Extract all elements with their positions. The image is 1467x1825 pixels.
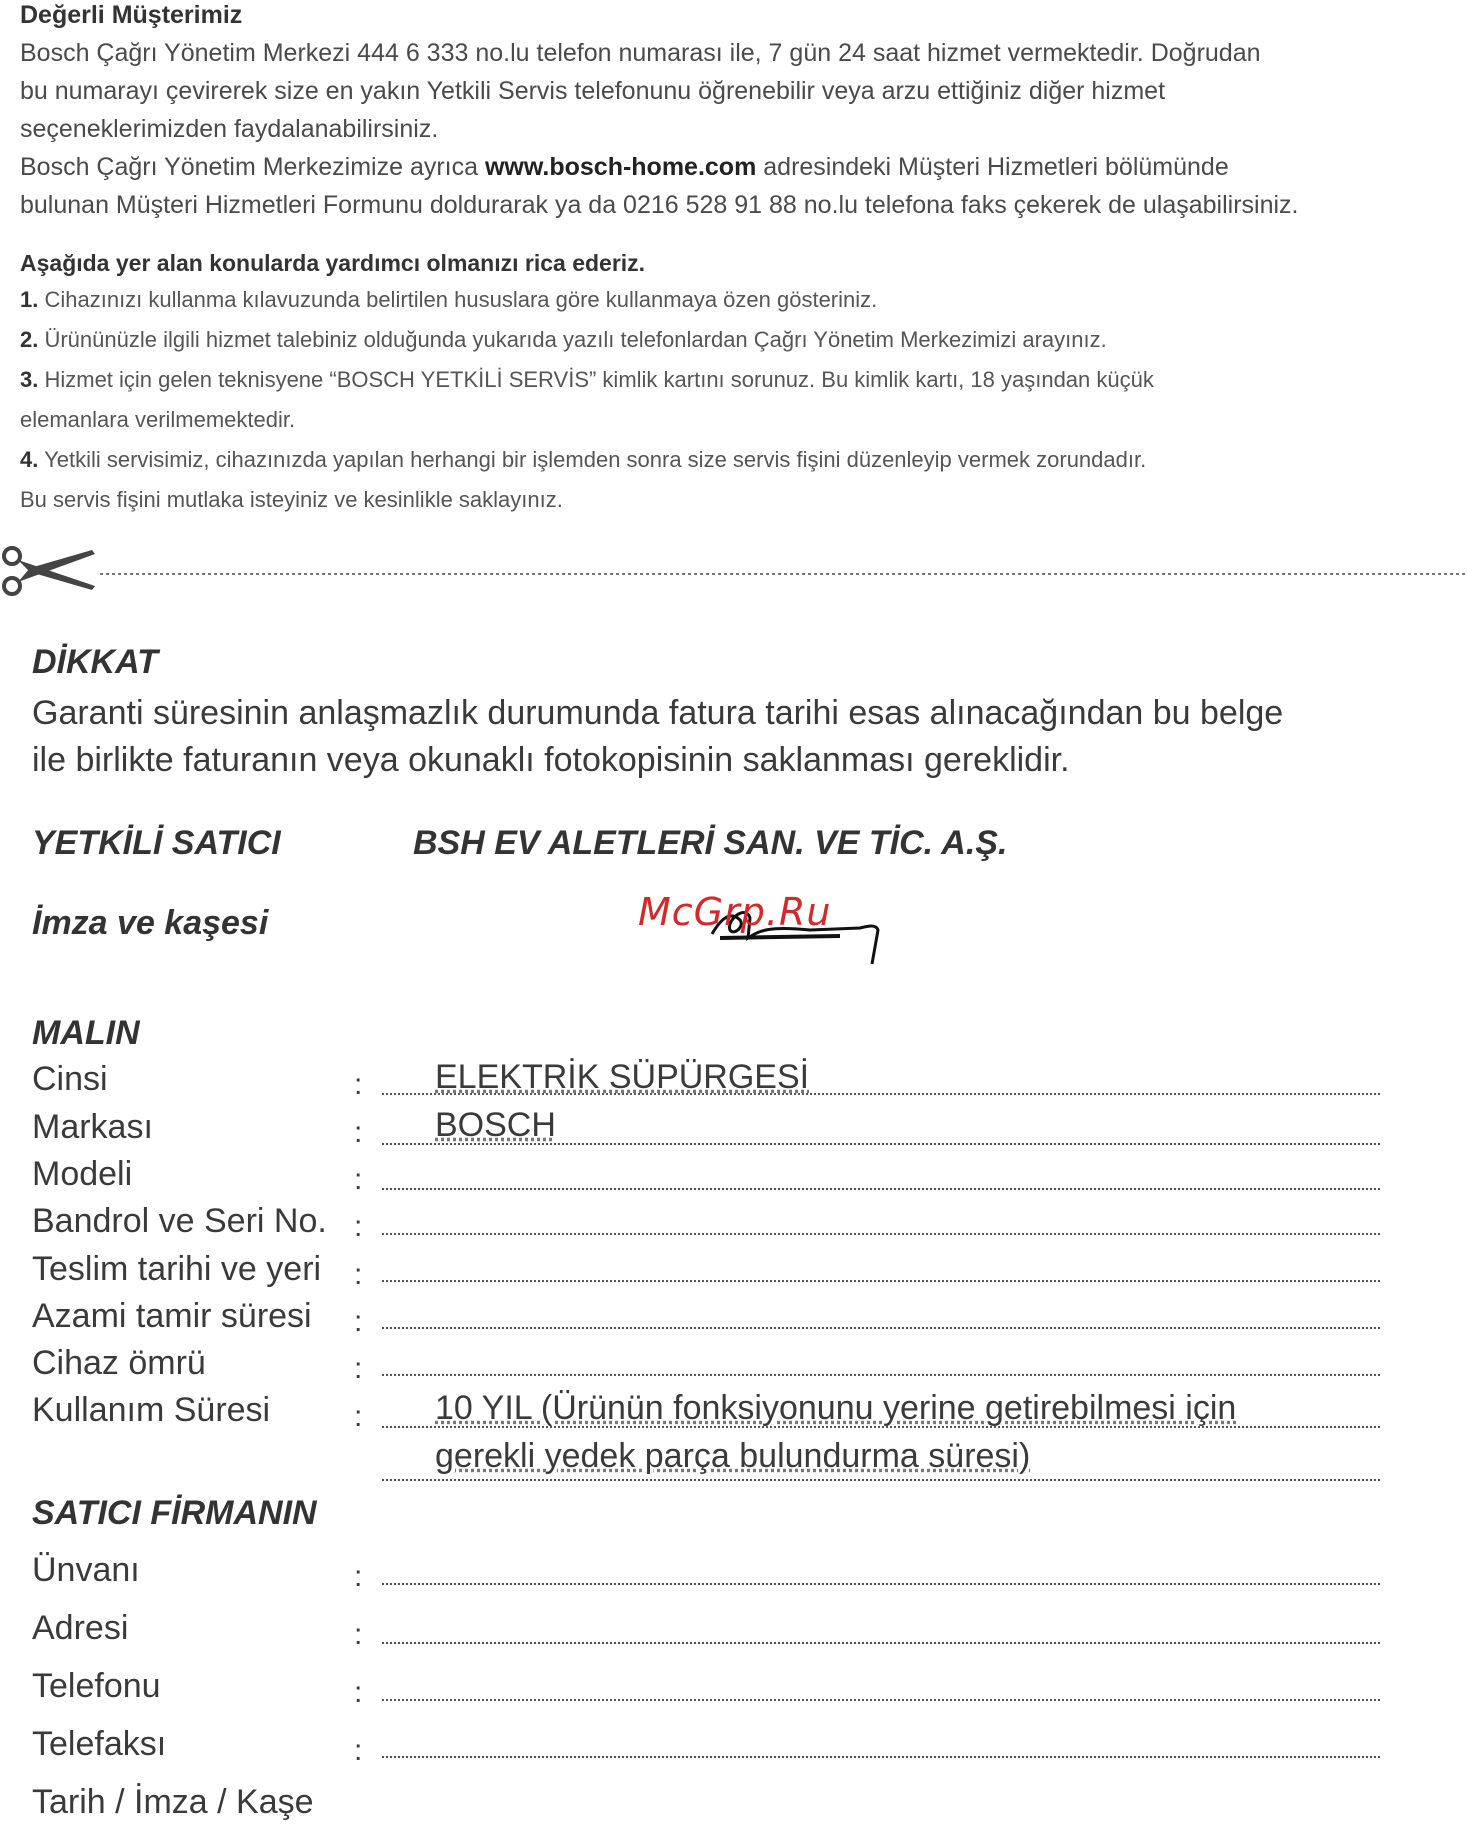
field-colon: : [354, 1068, 363, 1101]
field-label-kullanim: Kullanım Süresi [32, 1391, 271, 1429]
field-colon: : [354, 1618, 363, 1651]
field-label-teslim: Teslim tarihi ve yeri [32, 1250, 322, 1288]
list-item: 2. Ürününüzle ilgili hizmet talebiniz olduğunda yukarıda yazılı telefonlardan Çağrı Yönetim Merkezimizi arayınız. [20, 327, 1107, 352]
field-colon: : [354, 1163, 363, 1196]
website-link[interactable]: www.bosch-home.com [484, 153, 757, 181]
list-item-continuation: elemanlara verilmemektedir. [20, 407, 296, 432]
field-line-modeli[interactable] [382, 1188, 1380, 1190]
notice-line-2: ile birlikte faturanın veya okunaklı fotokopisinin saklanması gereklidir. [32, 741, 1070, 779]
customer-paragraph-2: Bosch Çağrı Yönetim Merkezimize ayrıca www.bosch-home.com adresindeki Müşteri Hizmetleri bölümünde bulunan Müşteri Hizmetleri Formunu doldurarak ya da 0216 528 91 88 no.lu telefona faks çekerek de ulaşabilirsiniz. [20, 153, 1299, 219]
firm-line-telefonu[interactable] [382, 1699, 1380, 1701]
field-line-kullanim-2[interactable] [382, 1479, 1380, 1481]
customer-paragraph-1: Bosch Çağrı Yönetim Merkezi 444 6 333 no.lu telefon numarası ile, 7 gün 24 saat hizmet vermektedir. Doğrudan bu numarayı çevirerek size en yakın Yetkili Servis telefonunu öğrenebilir veya arzu ettiğiniz diğer hizmet seçeneklerimizden faydalanabilirsiniz. [20, 39, 1261, 143]
list-item: 1. Cihazınızı kullanma kılavuzunda belirtilen hususlara göre kullanmaya özen gösteriniz. [20, 287, 878, 312]
seller-label: YETKİLİ SATICI [32, 824, 281, 862]
field-colon: : [354, 1560, 363, 1593]
field-label-markasi: Markası [32, 1108, 153, 1146]
seller-value: BSH EV ALETLERİ SAN. VE TİC. A.Ş. [413, 824, 1008, 862]
field-label-omru: Cihaz ömrü [32, 1344, 206, 1382]
notice-heading: DİKKAT [32, 643, 158, 681]
field-colon: : [354, 1676, 363, 1709]
requests-list [20, 280, 1400, 520]
field-line-teslim[interactable] [382, 1280, 1380, 1282]
firm-label-unvani: Ünvanı [32, 1551, 140, 1589]
list-item: 4. Yetkili servisimiz, cihazınızda yapılan herhangi bir işlemden sonra size servis fişini düzenleyip vermek zorundadır. [20, 447, 1147, 472]
firm-line-adresi[interactable] [382, 1642, 1380, 1644]
field-value-kullanim: 10 YIL (Ürünün fonksiyonunu yerine getirebilmesi için [435, 1389, 1237, 1427]
field-label-tamir: Azami tamir süresi [32, 1297, 312, 1335]
field-value-cinsi: ELEKTRİK SÜPÜRGESİ [435, 1058, 810, 1096]
field-colon: : [354, 1116, 363, 1149]
customer-heading: Değerli Müşterimiz [20, 1, 243, 29]
firm-label-telefaksi: Telefaksı [32, 1725, 167, 1763]
field-colon: : [354, 1400, 363, 1433]
list-item-continuation: Bu servis fişini mutlaka isteyiniz ve kesinlikle saklayınız. [20, 487, 563, 512]
cut-line [0, 540, 1467, 610]
scissors-icon [0, 540, 1467, 610]
firm-label-tarih: Tarih / İmza / Kaşe [32, 1783, 314, 1821]
field-colon: : [354, 1258, 363, 1291]
field-colon: : [354, 1210, 363, 1243]
field-label-bandrol: Bandrol ve Seri No. [32, 1202, 327, 1240]
firm-label-adresi: Adresi [32, 1609, 129, 1647]
firm-line-telefaksi[interactable] [382, 1756, 1380, 1758]
requests-heading: Aşağıda yer alan konularda yardımcı olmanızı rica ederiz. [20, 250, 646, 276]
field-value-kullanim-2: gerekli yedek parça bulundurma süresi) [435, 1437, 1031, 1475]
firm-line-unvani[interactable] [382, 1583, 1380, 1585]
field-value-markasi: BOSCH [435, 1106, 556, 1144]
product-heading: MALIN [32, 1014, 140, 1052]
signature-label: İmza ve kaşesi [32, 904, 269, 942]
firm-heading: SATICI FİRMANIN [32, 1494, 317, 1532]
firm-label-telefonu: Telefonu [32, 1667, 161, 1705]
field-label-modeli: Modeli [32, 1155, 133, 1193]
field-line-tamir[interactable] [382, 1327, 1380, 1329]
field-colon: : [354, 1734, 363, 1767]
field-line-bandrol[interactable] [382, 1233, 1380, 1235]
field-colon: : [354, 1305, 363, 1338]
notice-line-1: Garanti süresinin anlaşmazlık durumunda fatura tarihi esas alınacağından bu belge [32, 694, 1284, 732]
field-label-cinsi: Cinsi [32, 1060, 108, 1098]
field-line-omru[interactable] [382, 1374, 1380, 1376]
watermark-text: McGrp.Ru [638, 890, 832, 934]
list-item: 3. Hizmet için gelen teknisyene “BOSCH YETKİLİ SERVİS” kimlik kartını sorunuz. Bu kimlik kartı, 18 yaşından küçük [20, 367, 1154, 392]
customer-info-section [20, 0, 1400, 520]
field-colon: : [354, 1352, 363, 1385]
